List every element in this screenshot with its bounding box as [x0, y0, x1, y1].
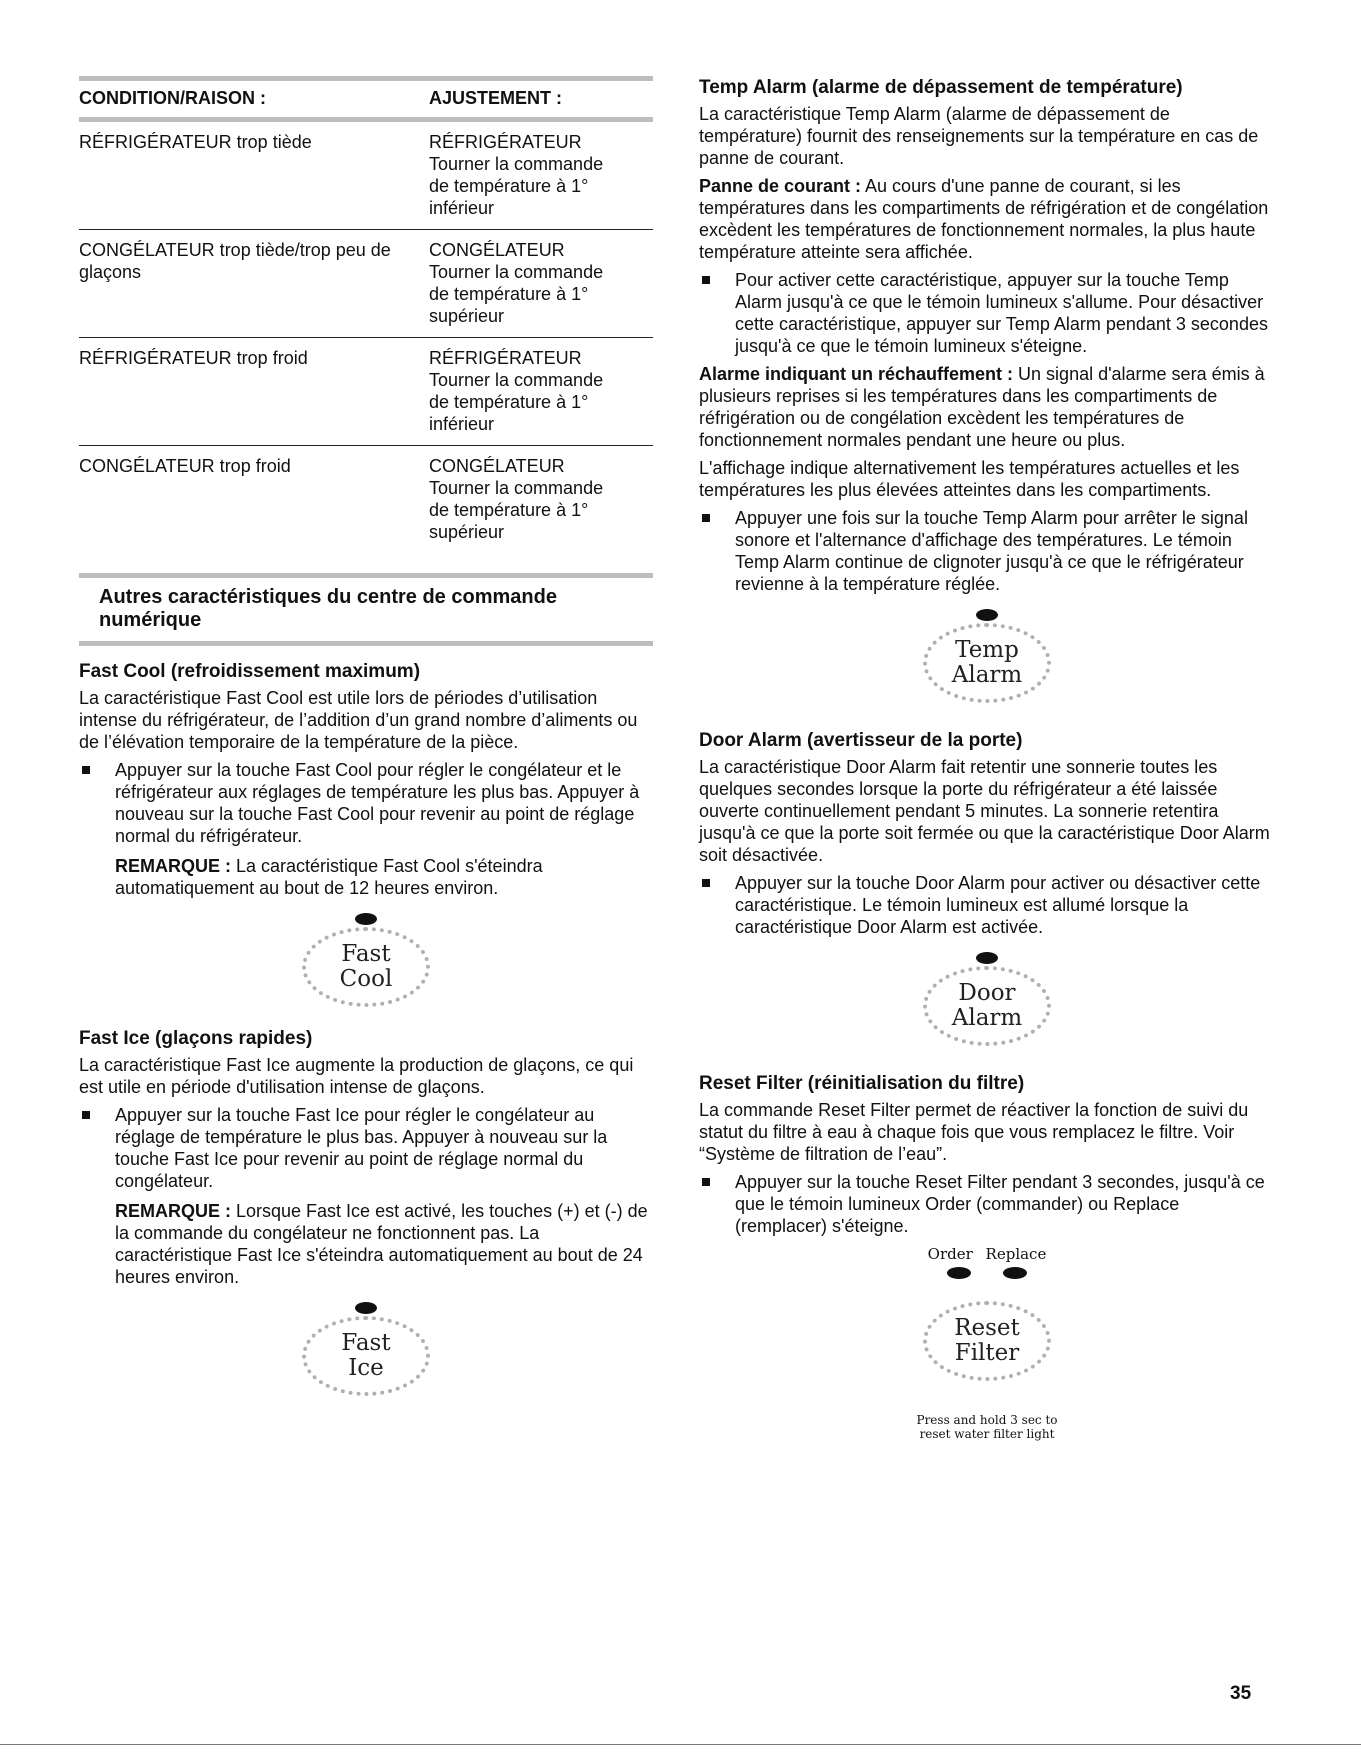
door-alarm-button-figure [917, 952, 1057, 1052]
table-row [79, 338, 653, 446]
note-text: Lorsque Fast Ice est activé, les touches (+) et (-) de la commande du congélateur ne fonctionnent pas. La caractéristique Fast Ice s'éteindra automatiquement au bout de 24 heures environ. [115, 1201, 648, 1287]
temp-alarm-button-icon [923, 623, 1051, 703]
fast-cool-body: La caractéristique Fast Cool est utile lors de périodes d’utilisation intense du réfrigérateur, de l’addition d’un grand nombre d’aliments ou de l’élévation temporaire de la température de la pièce. [79, 688, 638, 752]
order-light-icon [947, 1267, 971, 1279]
fast-cool-title: Fast Cool (refroidissement maximum) [79, 661, 421, 682]
fast-cool-note [79, 855, 653, 899]
indicator-light-icon [976, 952, 998, 964]
fast-cool-bullet-text: Appuyer sur la touche Fast Cool pour régler le congélateur et le réfrigérateur aux réglages de température les plus bas. Appuyer à nouveau sur la touche Fast Cool pour revenir au point de réglage normal du réfrigérateur. [115, 760, 640, 846]
warming-alarm-text: Un signal d'alarme sera émis à plusieurs reprises si les températures dans les compartiments de réfrigération ou de congélation excèdent les températures de fonctionnement normales pendant une heure ou plus. [699, 364, 1265, 450]
reset-filter-caption [877, 1413, 1097, 1441]
fast-ice-button-figure [296, 1302, 436, 1402]
button-label-line2: Alarm [951, 662, 1023, 688]
button-label-line2: Filter [954, 1340, 1020, 1366]
header-adjustment: AJUSTEMENT : [429, 79, 653, 120]
condition-cell: CONGÉLATEUR trop froid [79, 446, 429, 554]
reset-filter-button-icon [923, 1301, 1051, 1381]
reset-filter-bullet-text: Appuyer sur la touche Reset Filter pendant 3 secondes, jusqu'à ce que le témoin lumineux Order (commander) ou Replace (remplacer) s'éteigne. [735, 1172, 1265, 1236]
table-row [79, 120, 653, 230]
table-row [79, 446, 653, 554]
bullet-square-icon [702, 276, 710, 284]
troubleshooting-table [79, 76, 653, 553]
adjustment-cell: CONGÉLATEUR Tourner la commande de température à 1° supérieur [429, 230, 653, 338]
fast-ice-bullet-text: Appuyer sur la touche Fast Ice pour régler le congélateur au réglage de température le plus bas. Appuyer à nouveau sur la touche Fast Ice pour revenir au point de réglage normal du congélateur. [115, 1105, 608, 1191]
adjustment-cell: RÉFRIGÉRATEUR Tourner la commande de température à 1° inférieur [429, 132, 604, 218]
power-failure-paragraph [699, 175, 1275, 263]
fast-ice-button-icon [302, 1316, 430, 1396]
door-alarm-button-icon [923, 966, 1051, 1046]
power-failure-label: Panne de courant : [699, 176, 862, 196]
table-row [79, 230, 653, 338]
reset-filter-bullet [699, 1171, 1275, 1237]
bullet-square-icon [702, 1178, 710, 1186]
door-alarm-body: La caractéristique Door Alarm fait retentir une sonnerie toutes les quelques secondes lorsque la porte du réfrigérateur a été laissée ouverte continuellement pendant 5 minutes. La sonnerie retentira jusqu'à ce que la porte soit fermée ou que la caractéristique Door Alarm soit désactivée. [699, 757, 1270, 865]
temp-alarm-bullet [699, 507, 1275, 595]
replace-light-icon [1003, 1267, 1027, 1279]
button-label-line2: Alarm [951, 1005, 1023, 1031]
power-failure-text: Au cours d'une panne de courant, si les températures dans les compartiments de réfrigération et de congélation excèdent les températures de fonctionnement normales, la plus haute température atteinte sera affichée. [699, 176, 1269, 262]
door-alarm-title: Door Alarm (avertisseur de la porte) [699, 730, 1023, 751]
temp-alarm-bullet-text: Pour activer cette caractéristique, appuyer sur la touche Temp Alarm jusqu'à ce que le témoin lumineux s'allume. Pour désactiver cette caractéristique, appuyer sur Temp Alarm pendant 3 secondes jusqu'à ce que le témoin lumineux s'éteigne. [735, 270, 1268, 356]
warming-alarm-paragraph [699, 363, 1275, 451]
button-label-line1: Door [958, 980, 1016, 1006]
button-label-line2: Ice [348, 1355, 384, 1381]
temp-alarm-bullet-text: Appuyer une fois sur la touche Temp Alarm pour arrêter le signal sonore et l'alternance d'affichage des températures. Le témoin Temp Alarm continue de clignoter jusqu'à ce que le réfrigérateur revienne à la température réglée. [735, 508, 1248, 594]
temp-alarm-button-figure [917, 609, 1057, 709]
fast-ice-title: Fast Ice (glaçons rapides) [79, 1028, 313, 1049]
indicator-light-icon [355, 1302, 377, 1314]
reset-filter-button-figure [877, 1243, 1097, 1443]
fast-cool-button-icon [302, 927, 430, 1007]
replace-label: Replace [985, 1245, 1047, 1263]
fast-ice-bullet [79, 1104, 653, 1192]
section-heading: Autres caractéristiques du centre de commande numérique [79, 573, 653, 646]
warming-alarm-label: Alarme indiquant un réchauffement : [699, 364, 1014, 384]
reset-filter-body: La commande Reset Filter permet de réactiver la fonction de suivi du statut du filtre à eau à chaque fois que vous remplacez le filtre. Voir “Système de filtration de l’eau”. [699, 1100, 1249, 1164]
temp-alarm-title: Temp Alarm (alarme de dépassement de température) [699, 77, 1183, 98]
temp-alarm-bullet [699, 269, 1275, 357]
fast-ice-note [79, 1200, 653, 1288]
fast-cool-bullet [79, 759, 653, 847]
right-column [699, 76, 1275, 1443]
adjustment-cell: CONGÉLATEUR Tourner la commande de température à 1° supérieur [429, 446, 653, 554]
button-label-line2: Cool [339, 966, 393, 992]
page-number: 35 [1230, 1683, 1252, 1704]
door-alarm-bullet [699, 872, 1275, 938]
bottom-rule [0, 1744, 1361, 1745]
condition-cell: RÉFRIGÉRATEUR trop froid [79, 338, 429, 446]
note-label: REMARQUE : [115, 1201, 231, 1221]
left-column [79, 76, 653, 1402]
temp-alarm-body: La caractéristique Temp Alarm (alarme de dépassement de température) fournit des renseignements sur la température en cas de panne de courant. [699, 104, 1259, 168]
note-label: REMARQUE : [115, 856, 231, 876]
indicator-light-icon [976, 609, 998, 621]
button-label-line1: Fast [341, 941, 391, 967]
button-label-line1: Temp [955, 637, 1019, 663]
bullet-square-icon [82, 1111, 90, 1119]
header-condition: CONDITION/RAISON : [79, 79, 429, 120]
note-text: La caractéristique Fast Cool s'éteindra automatiquement au bout de 12 heures environ. [115, 856, 543, 898]
reset-filter-title: Reset Filter (réinitialisation du filtre) [699, 1073, 1025, 1094]
filter-status-labels [877, 1243, 1097, 1265]
display-paragraph: L'affichage indique alternativement les températures actuelles et les températures les plus élevées atteintes dans les compartiments. [699, 458, 1240, 500]
door-alarm-bullet-text: Appuyer sur la touche Door Alarm pour activer ou désactiver cette caractéristique. Le témoin lumineux est allumé lorsque la caractéristique Door Alarm est activée. [735, 873, 1261, 937]
bullet-square-icon [702, 514, 710, 522]
condition-cell: RÉFRIGÉRATEUR trop tiède [79, 132, 312, 152]
bullet-square-icon [702, 879, 710, 887]
indicator-light-icon [355, 913, 377, 925]
bullet-square-icon [82, 766, 90, 774]
condition-cell: CONGÉLATEUR trop tiède/trop peu de glaçons [79, 230, 429, 338]
fast-ice-body: La caractéristique Fast Ice augmente la production de glaçons, ce qui est utile en période d'utilisation intense de glaçons. [79, 1055, 634, 1097]
button-label-line1: Fast [341, 1330, 391, 1356]
caption-line2: reset water filter light [919, 1427, 1055, 1441]
caption-line1: Press and hold 3 sec to [916, 1413, 1058, 1427]
order-label: Order [927, 1245, 973, 1263]
adjustment-cell: RÉFRIGÉRATEUR Tourner la commande de température à 1° inférieur [429, 338, 653, 446]
fast-cool-button-figure [296, 913, 436, 1013]
button-label-line1: Reset [954, 1315, 1020, 1341]
